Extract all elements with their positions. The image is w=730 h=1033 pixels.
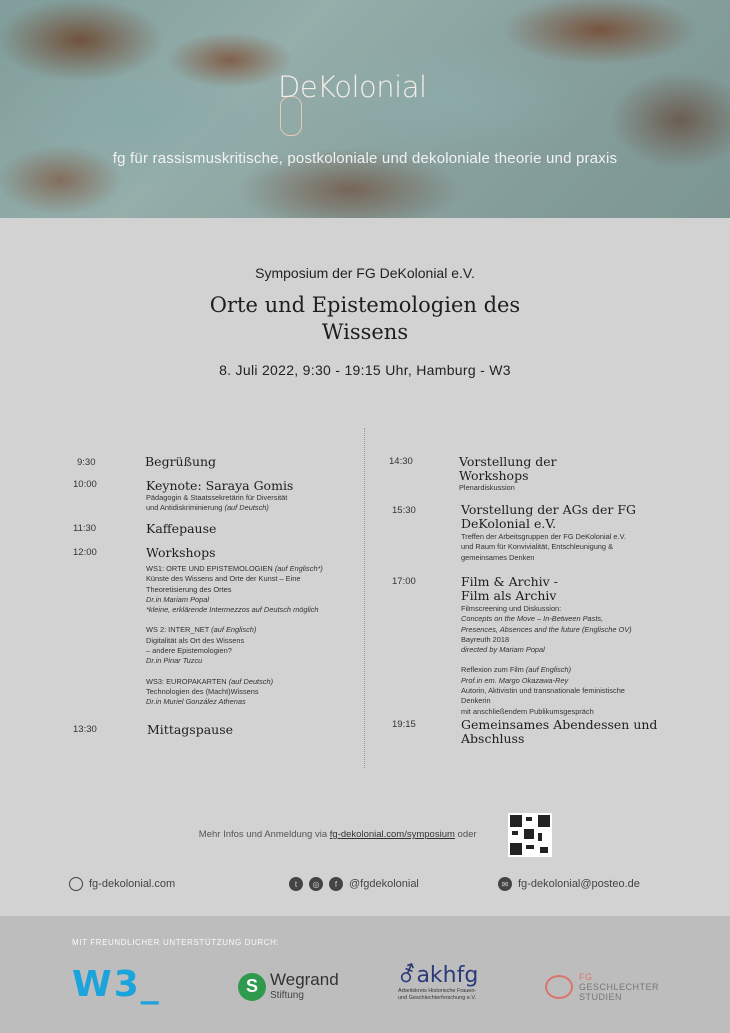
desc-line [461, 625, 632, 635]
desc-line: und Raum für Konvivialität, Entschleunigung & [461, 542, 614, 552]
akhfg-text: akhfg [416, 963, 479, 988]
item-title [461, 575, 558, 603]
website-text: fg-dekolonial.com [89, 878, 176, 890]
akhfg-sub: und Geschlechterforschung e.V. [398, 994, 477, 1001]
ws-note: (auf Deutsch) [228, 676, 274, 686]
title-line: Gemeinsames Abendessen und [461, 717, 658, 732]
ws-note: (auf Englisch) [211, 625, 257, 635]
title-line: Film als Archiv [461, 588, 557, 603]
ws3-head [146, 677, 323, 687]
title-line: Vorstellung der AGs der FG [461, 502, 637, 517]
wegrand-sub: Stiftung [270, 990, 304, 1001]
facebook-icon: f [329, 877, 343, 891]
social-contact[interactable] [289, 877, 419, 891]
ws-note: (auf Englisch*) [274, 564, 323, 573]
ws2-head [146, 625, 323, 635]
fg-line: STUDIEN [579, 992, 623, 1002]
title-line: Workshops [459, 468, 529, 483]
fg-label: FG [579, 972, 593, 982]
wegrand-icon: S [238, 973, 266, 1001]
event-title [0, 292, 730, 346]
ws-title: WS3: EUROPAKARTEN [146, 676, 227, 686]
event-title-line2: Wissens [321, 320, 409, 344]
logo: DeKolonial [278, 70, 427, 104]
desc-line [146, 503, 287, 513]
time: 15:30 [392, 505, 416, 516]
desc-line: Denkerin [461, 696, 491, 706]
wegrand-text [270, 972, 339, 1001]
ws-line: Technologien des (Macht)Wissens [146, 686, 259, 696]
item-title: Keynote: Saraya Gomis [146, 478, 294, 493]
desc-text: und Antidiskriminierung [146, 503, 223, 513]
mail-icon: ✉ [498, 877, 512, 891]
info-prefix: Mehr Infos und Anmeldung via [198, 829, 328, 840]
desc-line: gemeinsames Denken [461, 552, 535, 562]
sponsor-heading: MIT FREUNDLICHER UNTERSTÜTZUNG DURCH: [72, 938, 280, 947]
time: 12:00 [73, 547, 97, 558]
email-contact[interactable] [498, 877, 640, 891]
item-desc [146, 493, 287, 514]
ws-footnote: *kleine, erklärende Intermezzos auf Deutsch möglich [146, 605, 319, 615]
gender-icon: ⚦ [398, 963, 417, 988]
event-title-line1: Orte und Epistemologien des [209, 293, 521, 317]
fg-gender-studies-logo [545, 972, 659, 1002]
fg-circle-icon [545, 975, 573, 999]
title-line: Film & Archiv - [461, 574, 558, 589]
ws1-head [146, 564, 323, 574]
qr-code[interactable] [508, 813, 552, 857]
item-desc: Plenardiskussion [459, 483, 515, 492]
item-title [459, 455, 557, 483]
instagram-icon: ◎ [309, 877, 323, 891]
item-title: Mittagspause [147, 722, 234, 737]
banner-overlay [0, 0, 730, 218]
workshop-list [146, 564, 323, 708]
item-title: Workshops [146, 545, 216, 560]
item-title: Kaffepause [146, 521, 217, 536]
item-title [461, 503, 636, 531]
film-note: (Englische OV) [581, 624, 632, 634]
desc-note: (auf Englisch) [525, 665, 572, 675]
header-banner [0, 0, 730, 218]
social-text: @fgdekolonial [349, 878, 419, 890]
film-title: Presences, Absences and the future [461, 624, 580, 634]
desc-person: Prof.in em. Margo Okazawa-Rey [461, 675, 569, 685]
fg-text [579, 972, 659, 1002]
title-line: DeKolonial e.V. [461, 516, 557, 531]
ws-line: Digitalität als Ort des Wissens [146, 635, 245, 645]
column-divider [364, 428, 365, 768]
desc-line [461, 665, 632, 675]
symposium-link[interactable]: fg-dekolonial.com/symposium [329, 829, 455, 840]
item-title [461, 718, 657, 746]
twitter-icon: t [289, 877, 303, 891]
item-desc [461, 532, 626, 563]
ws-title: WS 2: INTER_NET [146, 625, 210, 635]
website-contact[interactable] [69, 877, 175, 891]
wegrand-logo [238, 972, 339, 1001]
ws-person: Dr.in Pinar Tuzcu [146, 656, 203, 666]
w3-logo: W3_ [72, 964, 161, 1005]
desc-line: Autorin, Aktivistin und transnationale feministische [461, 686, 625, 696]
akhfg-name [398, 963, 478, 988]
desc-line: directed by Mariam Popal [461, 645, 545, 655]
time: 9:30 [77, 457, 96, 468]
film-desc [461, 604, 632, 717]
time: 14:30 [389, 456, 413, 467]
event-subtitle: Symposium der FG DeKolonial e.V. [255, 265, 475, 281]
title-line: Abschluss [461, 731, 525, 746]
info-line [0, 829, 730, 840]
ws-line: Theoretisierung des Ortes [146, 584, 232, 594]
ws-person: Dr.in Mariam Popal [146, 594, 209, 604]
desc-note: (auf Deutsch) [224, 503, 269, 513]
akhfg-sub: Arbeitskreis Historische Frauen- [398, 988, 477, 994]
ws-person: Dr.in Muriel González Athenas [146, 697, 246, 707]
ws-line: – andere Epistemologien? [146, 646, 232, 656]
desc-line: Treffen der Arbeitsgruppen der FG DeKolonial e.V. [461, 532, 626, 541]
fg-line: GESCHLECHTER [579, 982, 660, 992]
ws-line: Künste des Wissens and Orte der Kunst – Eine [146, 574, 301, 584]
time: 11:30 [73, 523, 97, 534]
akhfg-logo [398, 963, 478, 1001]
tagline: fg für rassismuskritische, postkoloniale und dekoloniale theorie und praxis [112, 150, 618, 167]
desc-line: Filmscreening und Diskussion: [461, 604, 562, 613]
time: 10:00 [73, 479, 97, 490]
ws-title: WS1: ORTE UND EPISTEMOLOGIEN [146, 564, 273, 573]
globe-icon [69, 877, 83, 891]
wegrand-name: Wegrand [270, 970, 339, 989]
film-title: Concepts on the Move – In-Between Pasts, [461, 614, 604, 624]
event-date: 8. Juli 2022, 9:30 - 19:15 Uhr, Hamburg - W3 [219, 362, 511, 378]
desc-line: Pädagogin & Staatssekretärin für Diversität [146, 493, 288, 502]
desc-text: Reflexion zum Film [461, 665, 524, 675]
time: 19:15 [392, 719, 416, 730]
email-text: fg-dekolonial@posteo.de [518, 878, 640, 890]
time: 13:30 [73, 724, 97, 735]
desc-line: Bayreuth 2018 [461, 634, 510, 644]
time: 17:00 [392, 576, 416, 587]
desc-line: mit anschließendem Publikumsgespräch [461, 706, 594, 716]
info-suffix: oder [457, 829, 477, 840]
title-line: Vorstellung der [459, 454, 557, 469]
item-title: Begrüßung [145, 454, 217, 469]
